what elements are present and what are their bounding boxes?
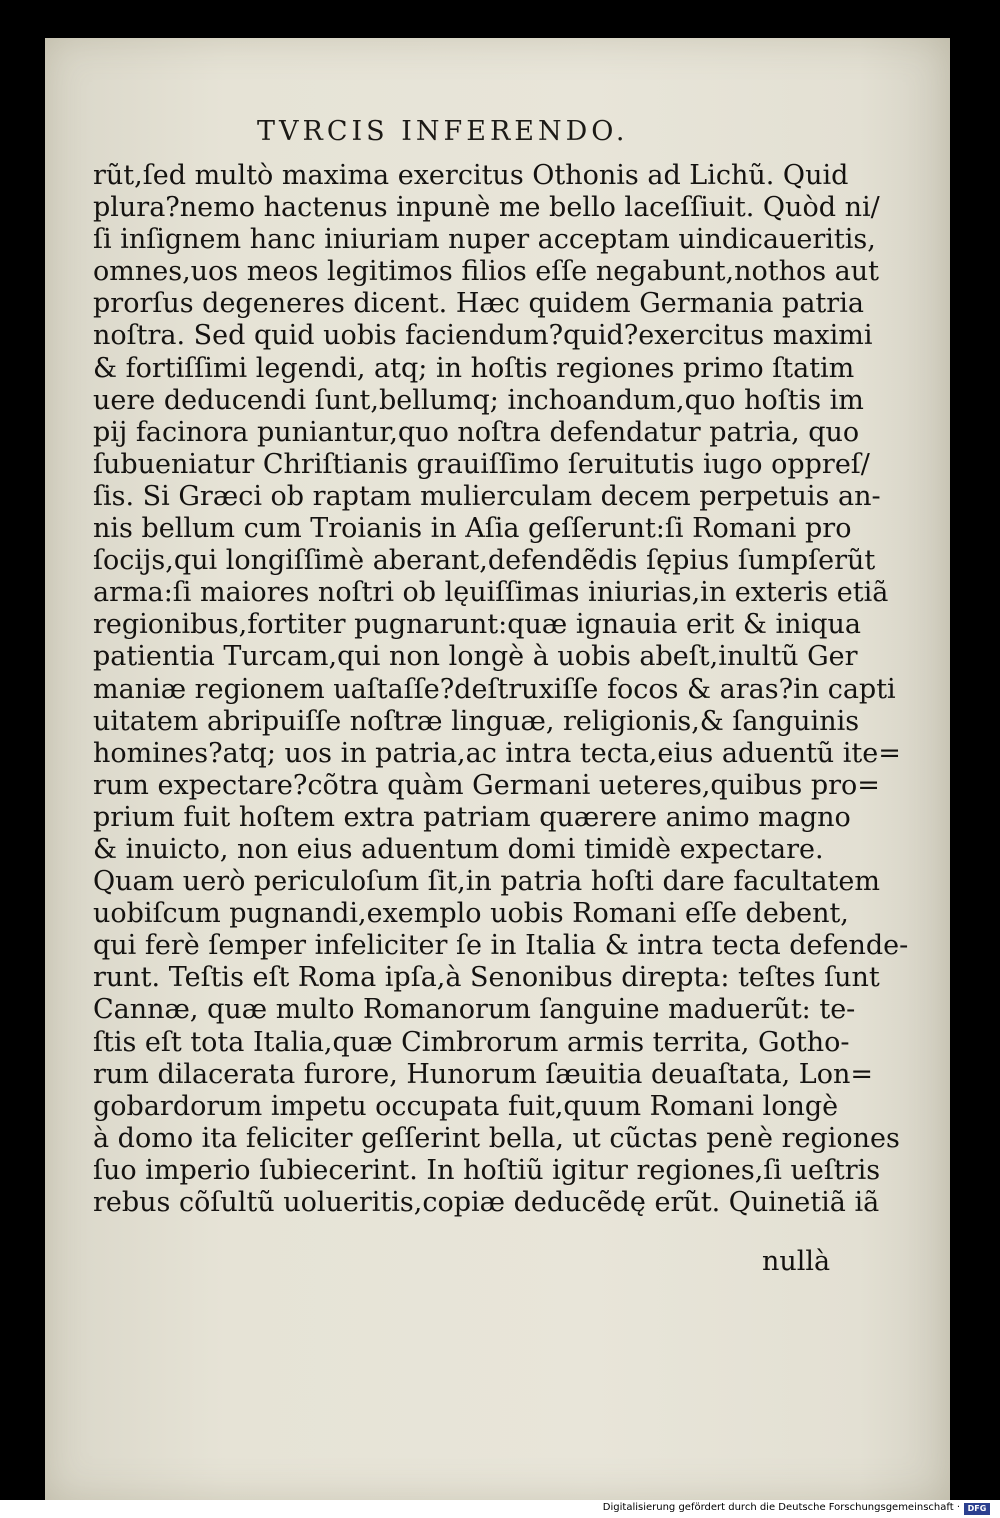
body-text	[93, 160, 909, 1219]
text-line: prium fuit hoſtem extra patriam quærere animo magno	[93, 801, 851, 833]
text-line: nis bellum cum Troianis in Aſia geſſerunt:ſi Romani pro	[93, 513, 852, 545]
text-line: ſubueniatur Chriſtianis grauiſſimo ſeruitutis iugo oppreſ/	[93, 448, 870, 480]
text-line: runt. Teſtis eſt Roma ipſa,à Senonibus direpta: teſtes ſunt	[93, 962, 880, 994]
text-line: omnes,uos meos legitimos filios eſſe negabunt,nothos aut	[93, 256, 879, 288]
text-line: rum dilacerata furore, Hunorum ſæuitia deuaſtata, Lon=	[93, 1058, 873, 1090]
text-line: gobardorum impetu occupata fuit,quum Romani longè	[93, 1090, 839, 1122]
dfg-logo: DFG	[964, 1503, 990, 1515]
text-line: arma:ſi maiores noſtri ob lęuiſſimas iniurias,in exteris etiã	[93, 577, 889, 609]
text-line: maniæ regionem uaſtaſſe?deſtruxiſſe focos & aras?in capti	[93, 673, 896, 705]
text-line: pij facinora puniantur,quo noſtra defendatur patria, quo	[93, 416, 860, 448]
text-line: à domo ita feliciter geſſerint bella, ut cũctas penè regiones	[93, 1122, 900, 1154]
text-line: homines?atq; uos in patria,ac intra tecta,eius aduentũ ite=	[93, 737, 901, 769]
text-line: uobiſcum pugnandi,exemplo uobis Romani eſſe debent,	[93, 898, 849, 930]
text-line: ſuo imperio ſubiecerint. In hoſtiũ igitur regiones,ſi ueſtris	[93, 1154, 881, 1186]
text-line: noſtra. Sed quid uobis faciendum?quid?exercitus maximi	[93, 320, 873, 352]
text-line: qui ferè ſemper infeliciter ſe in Italia & intra tecta defende-	[93, 930, 909, 962]
text-line: rum expectare?cõtra quàm Germani ueteres,quibus pro=	[93, 769, 880, 801]
text-line: uere deducendi ſunt,bellumq; inchoandum,quo hoſtis im	[93, 384, 864, 416]
text-line: & inuicto, non eius aduentum domi timidè expectare.	[93, 833, 824, 865]
text-line: rebus cõſultũ uolueritis,copiæ deducẽdę erũt. Quinetiã iã	[93, 1187, 880, 1218]
text-line: Cannæ, quæ multo Romanorum ſanguine maduerũt: te-	[93, 994, 856, 1026]
text-line: rũt,ſed multò maxima exercitus Othonis ad Lichũ. Quid	[93, 160, 849, 191]
text-line: plura?nemo hactenus inpunè me bello laceſſiuit. Quòd ni/	[93, 192, 880, 224]
text-line: ſis. Si Græci ob raptam mulierculam decem perpetuis an-	[93, 480, 881, 512]
catchword: nullà	[762, 1246, 831, 1277]
text-line: & fortiſſimi legendi, atq; in hoſtis regiones primo ſtatim	[93, 352, 855, 384]
text-line: prorſus degeneres dicent. Hæc quidem Germania patria	[93, 288, 864, 320]
text-line: patientia Turcam,qui non longè à uobis abeſt,inultũ Ger	[93, 641, 858, 673]
text-line: ſocijs,qui longiſſimè aberant,defendẽdis ſępius ſumpſerũt	[93, 545, 876, 577]
text-line: ſi inſignem hanc iniuriam nuper acceptam uindicaueritis,	[93, 224, 876, 256]
text-line: ſtis eſt tota Italia,quæ Cimbrorum armis territa, Gotho-	[93, 1026, 850, 1058]
text-line: regionibus,fortiter pugnarunt:quæ ignauia erit & iniqua	[93, 609, 861, 641]
funding-credit: Digitalisierung gefördert durch die Deutsche Forschungsgemeinschaft ·	[602, 1502, 960, 1513]
running-head: TVRCIS INFERENDO.	[257, 116, 629, 147]
text-line: uitatem abripuiſſe noſtræ linguæ, religionis,& ſanguinis	[93, 705, 860, 737]
text-line: Quam uerò periculoſum ſit,in patria hoſti dare facultatem	[93, 866, 880, 898]
